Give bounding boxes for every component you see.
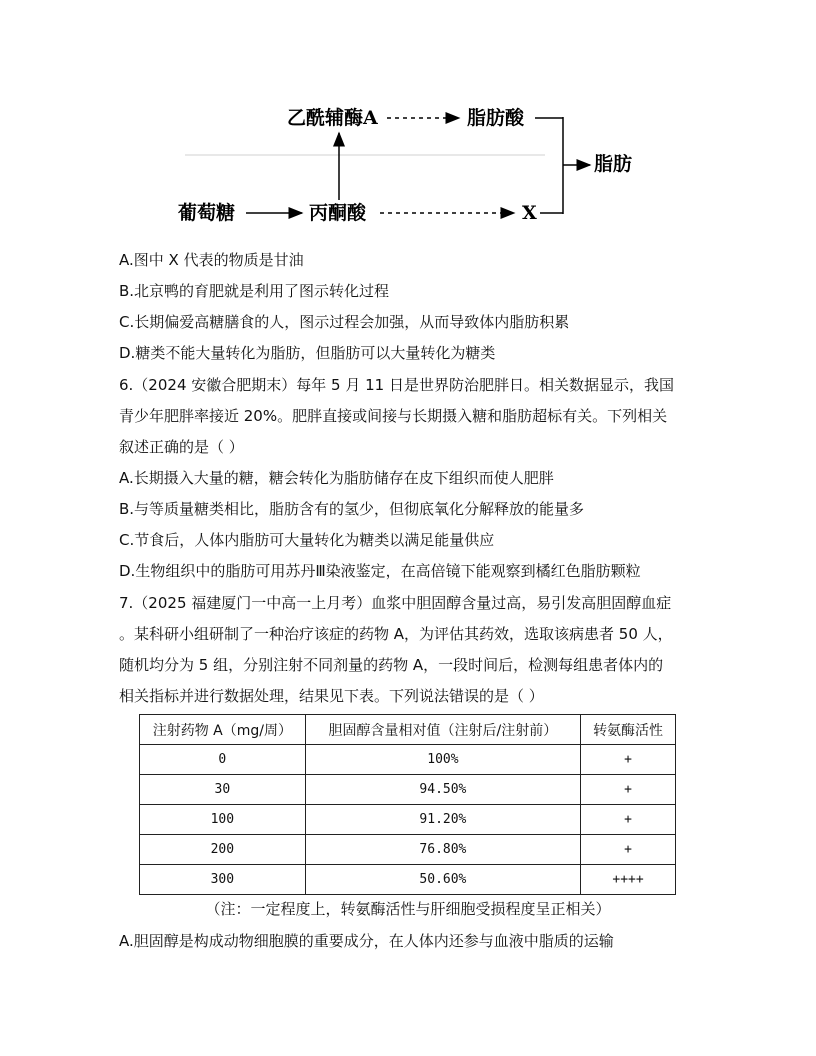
cell-transaminase: +	[581, 745, 676, 775]
table-row	[140, 745, 676, 775]
header-transaminase: 转氨酶活性	[581, 715, 676, 745]
table-row	[140, 775, 676, 805]
table-row	[140, 835, 676, 865]
header-cholesterol: 胆固醇含量相对值（注射后/注射前）	[305, 715, 580, 745]
q5-option-b: B.北京鸭的育肥就是利用了图示转化过程	[119, 282, 390, 300]
cell-cholesterol: 100%	[305, 745, 580, 775]
table-row	[140, 865, 676, 895]
q6-option-a: A.长期摄入大量的糖，糖会转化为脂肪储存在皮下组织而使人肥胖	[119, 469, 554, 487]
q7-stem-line2: 。某科研小组研制了一种治疗该症的药物 A，为评估其药效，选取该病患者 50 人，	[119, 625, 673, 643]
cell-cholesterol: 94.50%	[305, 775, 580, 805]
drug-effect-table	[139, 714, 676, 895]
label-pyruvate: 丙酮酸	[309, 202, 367, 224]
header-dose: 注射药物 A（mg/周）	[140, 715, 306, 745]
cell-cholesterol: 76.80%	[305, 835, 580, 865]
label-fatty-acid: 脂肪酸	[467, 107, 525, 129]
q7-option-a: A.胆固醇是构成动物细胞膜的重要成分，在人体内还参与血液中脂质的运输	[119, 932, 614, 950]
cell-transaminase: +	[581, 835, 676, 865]
label-x: X	[522, 202, 537, 224]
label-fat: 脂肪	[594, 153, 633, 175]
cell-dose: 200	[140, 835, 306, 865]
q6-stem-line2: 青少年肥胖率接近 20%。肥胖直接或间接与长期摄入糖和脂肪超标有关。下列相关	[119, 407, 668, 425]
cell-cholesterol: 91.20%	[305, 805, 580, 835]
cell-dose: 300	[140, 865, 306, 895]
q6-stem-line1: 6.（2024 安徽合肥期末）每年 5 月 11 日是世界防治肥胖日。相关数据显示，我国	[119, 376, 674, 394]
cell-transaminase: ++++	[581, 865, 676, 895]
cell-transaminase: +	[581, 775, 676, 805]
q7-stem-line4: 相关指标并进行数据处理，结果见下表。下列说法错误的是（ ）	[119, 687, 544, 705]
table-header-row	[140, 715, 676, 745]
table-note: （注：一定程度上，转氨酶活性与肝细胞受损程度呈正相关）	[205, 900, 611, 918]
table-row	[140, 805, 676, 835]
diagram-arrows	[0, 0, 816, 240]
q7-stem-line3: 随机均分为 5 组，分别注射不同剂量的药物 A，一段时间后，检测每组患者体内的	[119, 656, 664, 674]
q5-option-d: D.糖类不能大量转化为脂肪，但脂肪可以大量转化为糖类	[119, 344, 496, 362]
cell-dose: 30	[140, 775, 306, 805]
cell-dose: 100	[140, 805, 306, 835]
q5-option-c: C.长期偏爱高糖膳食的人，图示过程会加强，从而导致体内脂肪积累	[119, 313, 570, 331]
cell-dose: 0	[140, 745, 306, 775]
label-acetyl-coa: 乙酰辅酶A	[287, 107, 378, 129]
q5-option-a: A.图中 X 代表的物质是甘油	[119, 251, 304, 269]
q6-option-b: B.与等质量糖类相比，脂肪含有的氢少，但彻底氧化分解释放的能量多	[119, 500, 585, 518]
q6-option-c: C.节食后，人体内脂肪可大量转化为糖类以满足能量供应	[119, 531, 495, 549]
cell-transaminase: +	[581, 805, 676, 835]
label-glucose: 葡萄糖	[178, 202, 236, 224]
cell-cholesterol: 50.60%	[305, 865, 580, 895]
metabolism-diagram	[0, 0, 816, 240]
q6-stem-line3: 叙述正确的是（ ）	[119, 438, 244, 456]
q6-option-d: D.生物组织中的脂肪可用苏丹Ⅲ染液鉴定，在高倍镜下能观察到橘红色脂肪颗粒	[119, 562, 641, 580]
q7-stem-line1: 7.（2025 福建厦门一中高一上月考）血浆中胆固醇含量过高，易引发高胆固醇血症	[119, 594, 672, 612]
